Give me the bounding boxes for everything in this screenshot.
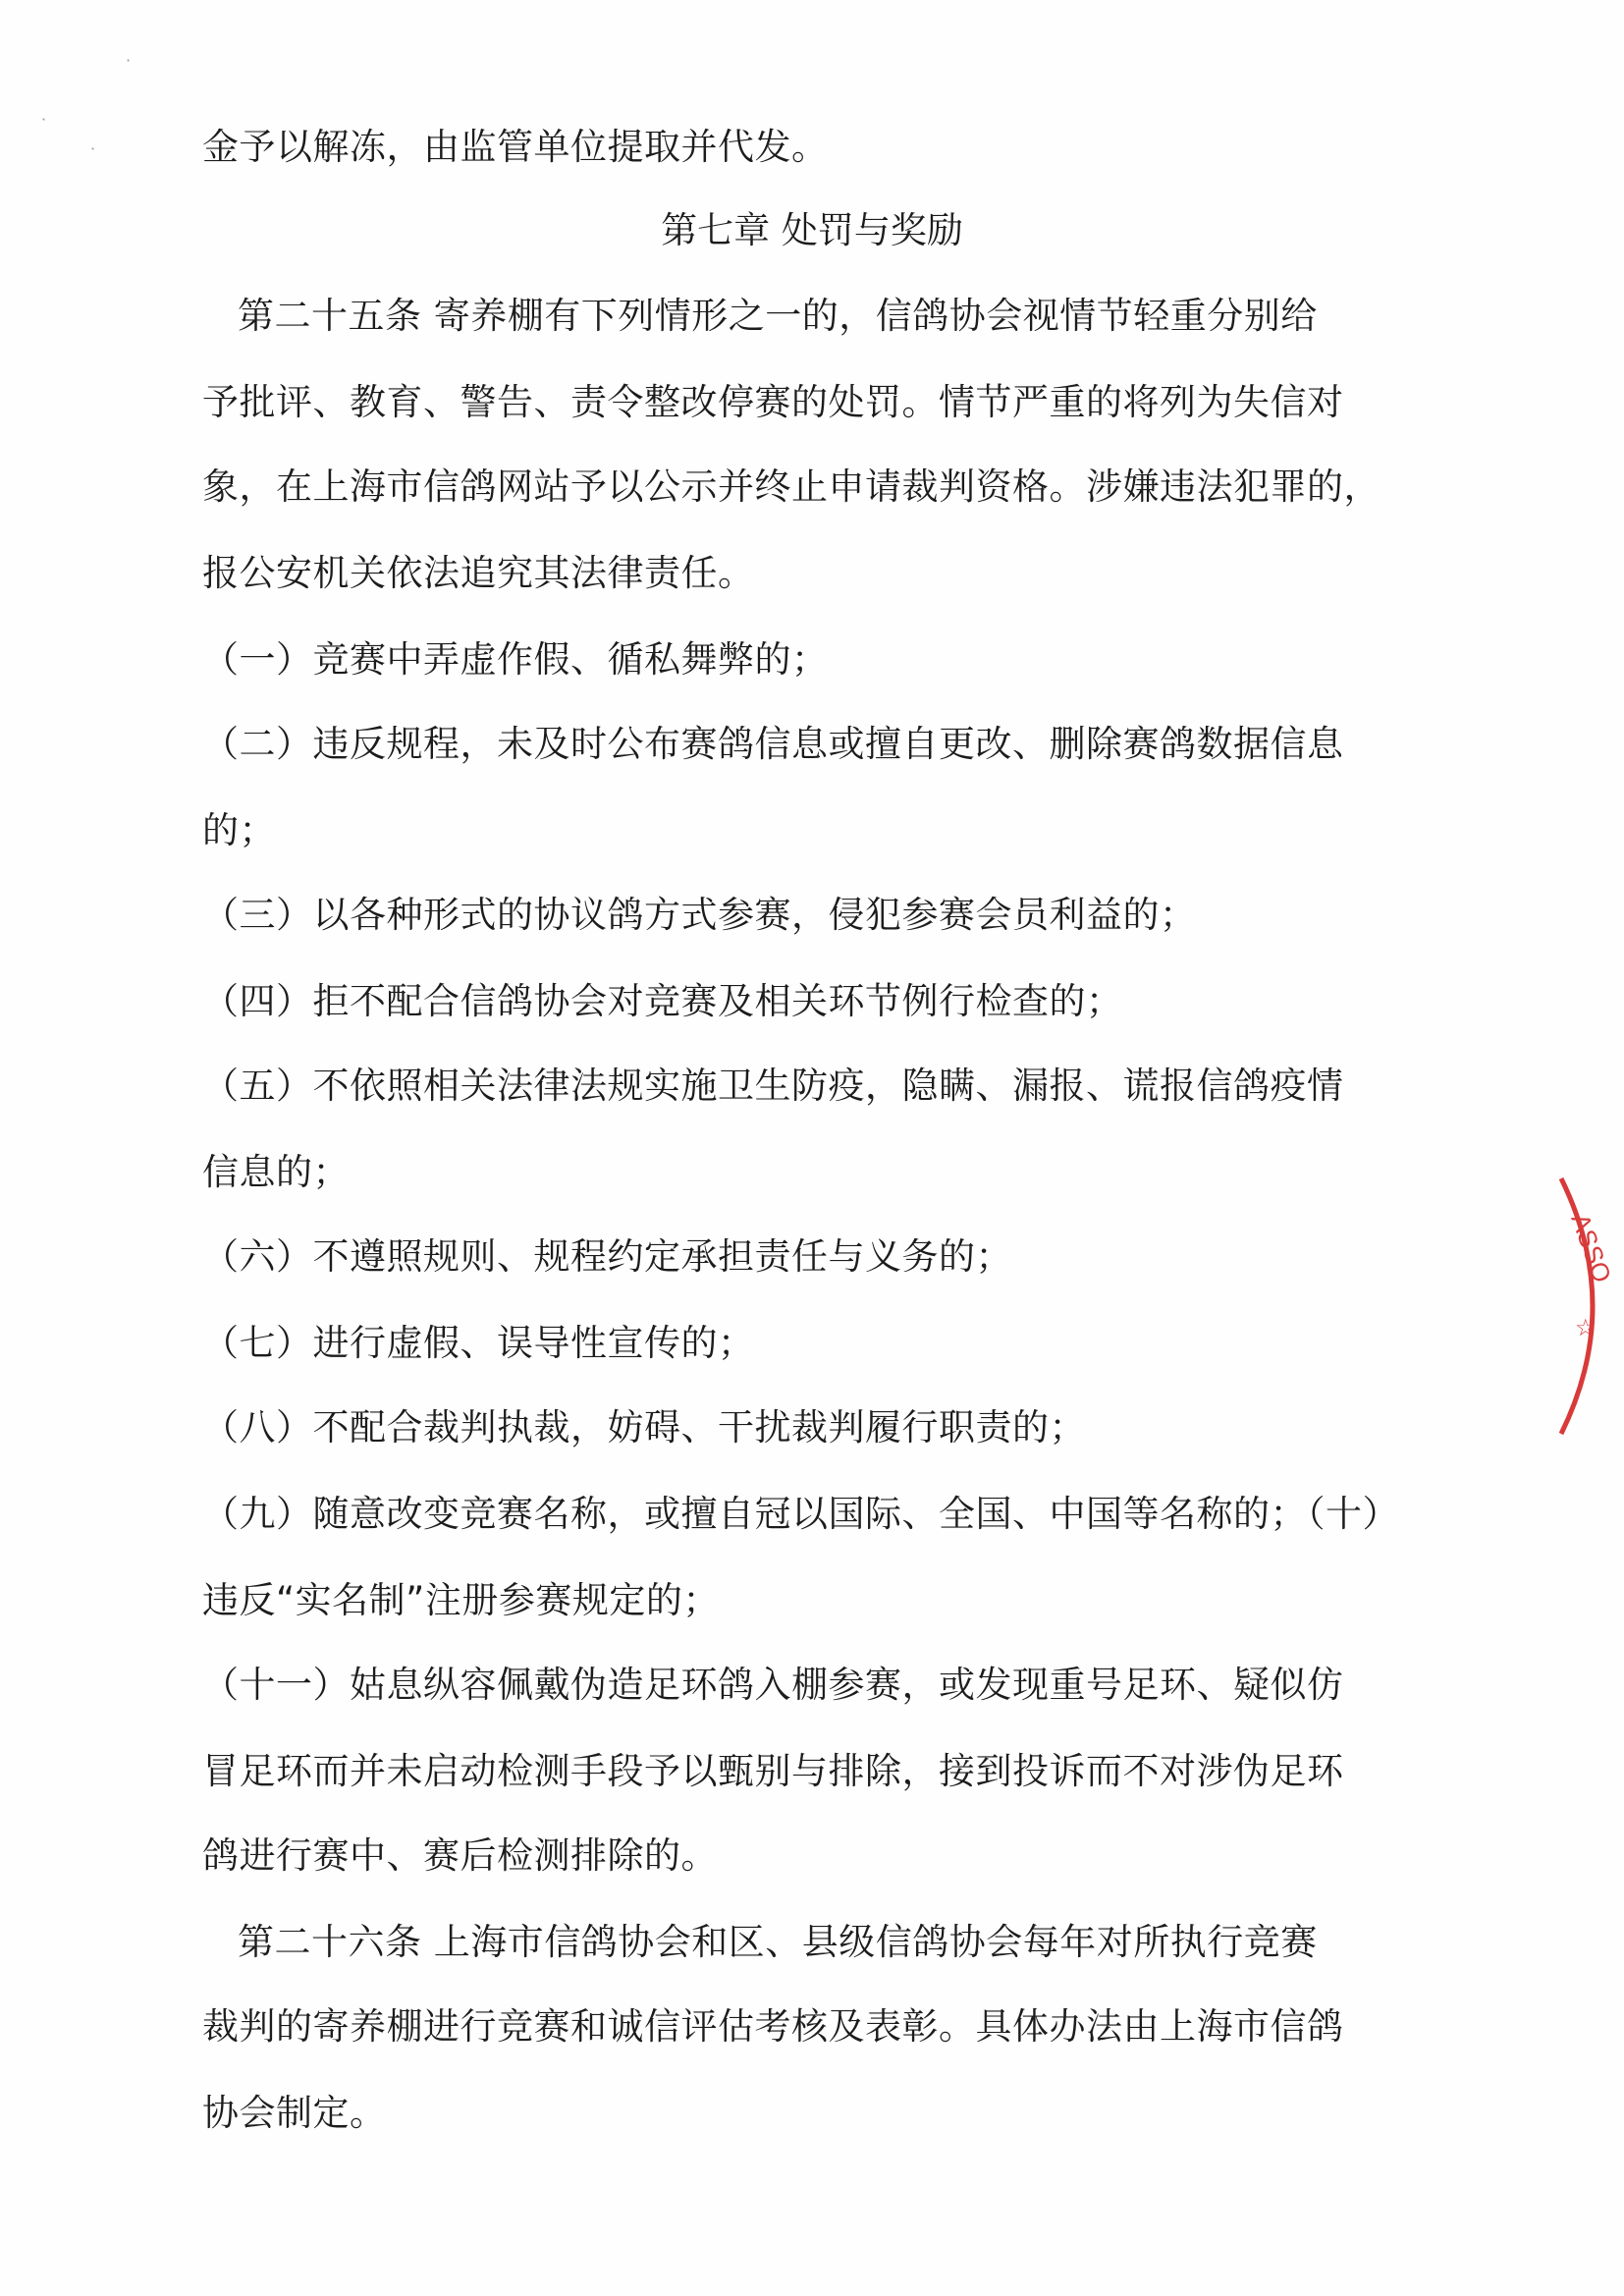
list-item-11-line-1: （十一）姑息纵容佩戴伪造足环鸽入棚参赛，或发现重号足环、疑似仿 [202,1664,1344,1706]
article-26-line-2: 裁判的寄养棚进行竞赛和诚信评估考核及表彰。具体办法由上海市信鸽 [202,2005,1344,2048]
list-item-4: （四）拒不配合信鸽协会对竞赛及相关环节例行检查的； [202,980,1123,1022]
list-item-1: （一）竞赛中弄虚作假、循私舞弊的； [202,638,829,681]
list-item-6: （六）不遵照规则、规程约定承担责任与义务的； [202,1235,1012,1278]
scan-speck: · [126,51,132,70]
list-item-9-line-1: （九）随意改变竞赛名称，或擅自冠以国际、全国、中国等名称的；（十） [202,1493,1399,1535]
article-26-line-3: 协会制定。 [202,2092,387,2134]
red-seal-stamp [1551,1159,1624,1453]
list-item-9-line-2: 违反“实名制”注册参赛规定的； [202,1579,720,1621]
scan-speck: · [41,110,47,129]
list-item-5-line-2: 信息的； [202,1151,350,1193]
scan-speck: · [90,139,96,158]
list-item-2-line-2: 的； [202,809,276,851]
chapter-title: 第七章 处罚与奖励 [661,209,963,251]
list-item-5-line-1: （五）不依照相关法律法规实施卫生防疫，隐瞒、漏报、谎报信鸽疫情 [202,1065,1344,1107]
list-item-8: （八）不配合裁判执裁，妨碍、干扰裁判履行职责的； [202,1406,1086,1449]
stamp-star-icon: ☆ [1575,1315,1597,1341]
list-item-11-line-3: 鸽进行赛中、赛后检测排除的。 [202,1834,718,1877]
list-item-2-line-1: （二）违反规程，未及时公布赛鸽信息或擅自更改、删除赛鸽数据信息 [202,723,1344,765]
paragraph-continuation: 金予以解冻，由监管单位提取并代发。 [202,126,829,168]
article-25-line-2: 予批评、教育、警告、责令整改停赛的处罚。情节严重的将列为失信对 [202,381,1344,423]
article-25-line-1: 第二十五条 寄养棚有下列情形之一的，信鸽协会视情节轻重分别给 [238,295,1318,337]
article-26-line-1: 第二十六条 上海市信鸽协会和区、县级信鸽协会每年对所执行竞赛 [238,1921,1318,1963]
article-25-line-4: 报公安机关依法追究其法律责任。 [202,552,755,594]
article-25-line-3: 象，在上海市信鸽网站予以公示并终止申请裁判资格。涉嫌违法犯罪的， [202,465,1380,508]
list-item-7: （七）进行虚假、误导性宣传的； [202,1322,755,1364]
list-item-11-line-2: 冒足环而并未启动检测手段予以甄别与排除，接到投诉而不对涉伪足环 [202,1750,1344,1792]
list-item-3: （三）以各种形式的协议鸽方式参赛，侵犯参赛会员利益的； [202,894,1197,936]
stamp-text: ASSO [1565,1209,1618,1286]
